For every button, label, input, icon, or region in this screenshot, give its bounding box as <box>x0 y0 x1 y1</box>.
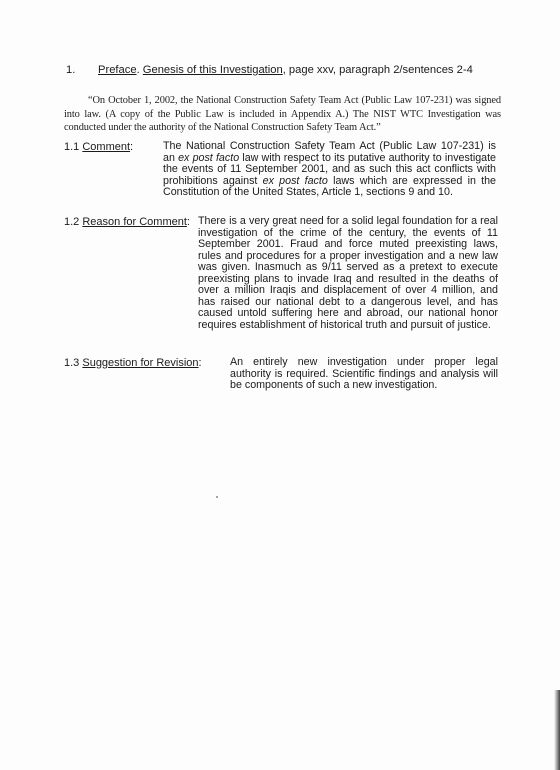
section-number: 1. <box>66 64 76 76</box>
comment-body <box>163 141 496 199</box>
reason-line: has raised our national debt to a dangerous level, and has <box>198 295 498 308</box>
reason-line: requires establishment of historical truth and pursuit of justice. <box>198 318 491 331</box>
suggestion-line: be components of such a new investigation. <box>230 379 438 391</box>
reason-number: 1.2 <box>64 216 83 228</box>
suggestion-number: 1.3 <box>64 357 83 369</box>
heading-separator: . <box>136 64 143 76</box>
heading-reference: , page xxv, paragraph 2/sentences 2-4 <box>282 64 473 76</box>
reason-line: preexisting plans to invade Iraq and resulted in the deaths of <box>198 272 498 285</box>
suggestion-body <box>230 357 498 392</box>
comment-label <box>64 141 133 153</box>
genesis-title: Genesis of this Investigation <box>142 64 283 76</box>
suggestion-label <box>64 357 202 369</box>
reason-line: over a million Iraqis and displacement of over 4 million, and <box>198 284 498 296</box>
scan-speck <box>216 496 218 498</box>
reason-colon: : <box>186 216 190 228</box>
reason-line: rules and procedures for a proper investigation and a new law <box>198 249 498 262</box>
comment-line: the events of 11 September 2001, and as such this act conflicts with <box>163 163 496 175</box>
reason-line: investigation of the crime of the century, the events of 11 <box>198 226 498 239</box>
comment-number: 1.1 <box>64 141 83 153</box>
preface-link: Preface <box>98 64 137 76</box>
quoted-passage: “On October 1, 2002, the National Construction Safety Team Act (Public Law 107-231) was signed into law. (A copy of the Public Law is included in Appendix A.) The NIST WTC Investigation was conducted under the authority of the National Construction Safety Team Act.” <box>64 95 501 133</box>
reason-line: There is a very great need for a solid legal foundation for a real <box>198 215 498 227</box>
comment-line: prohibitions against ex post facto laws which are expressed in the <box>163 174 497 187</box>
reason-title: Reason for Comment <box>82 216 187 228</box>
comment-colon: : <box>130 141 134 153</box>
scan-edge-shadow <box>554 690 560 770</box>
reason-label <box>64 216 190 228</box>
comment-line: The National Construction Safety Team Act (Public Law 107-231) is <box>163 140 496 152</box>
section-heading <box>66 64 473 76</box>
suggestion-line: authority is required. Scientific findings and analysis will <box>230 367 498 380</box>
comment-line: Constitution of the United States, Article 1, sections 9 and 10. <box>163 186 453 198</box>
comment-line: an ex post facto law with respect to its putative authority to investigate <box>163 151 496 164</box>
reason-line: caused untold suffering here and abroad, our national honor <box>198 307 498 319</box>
reason-line: was given. Inasmuch as 9/11 served as a pretext to execute <box>198 261 498 273</box>
reason-body <box>198 216 498 331</box>
suggestion-title: Suggestion for Revision <box>82 357 199 369</box>
comment-title: Comment <box>82 141 131 153</box>
suggestion-colon: : <box>198 357 202 369</box>
reason-line: September 2001. Fraud and force muted preexisting laws, <box>198 238 498 250</box>
suggestion-line: An entirely new investigation under proper legal <box>230 356 498 368</box>
